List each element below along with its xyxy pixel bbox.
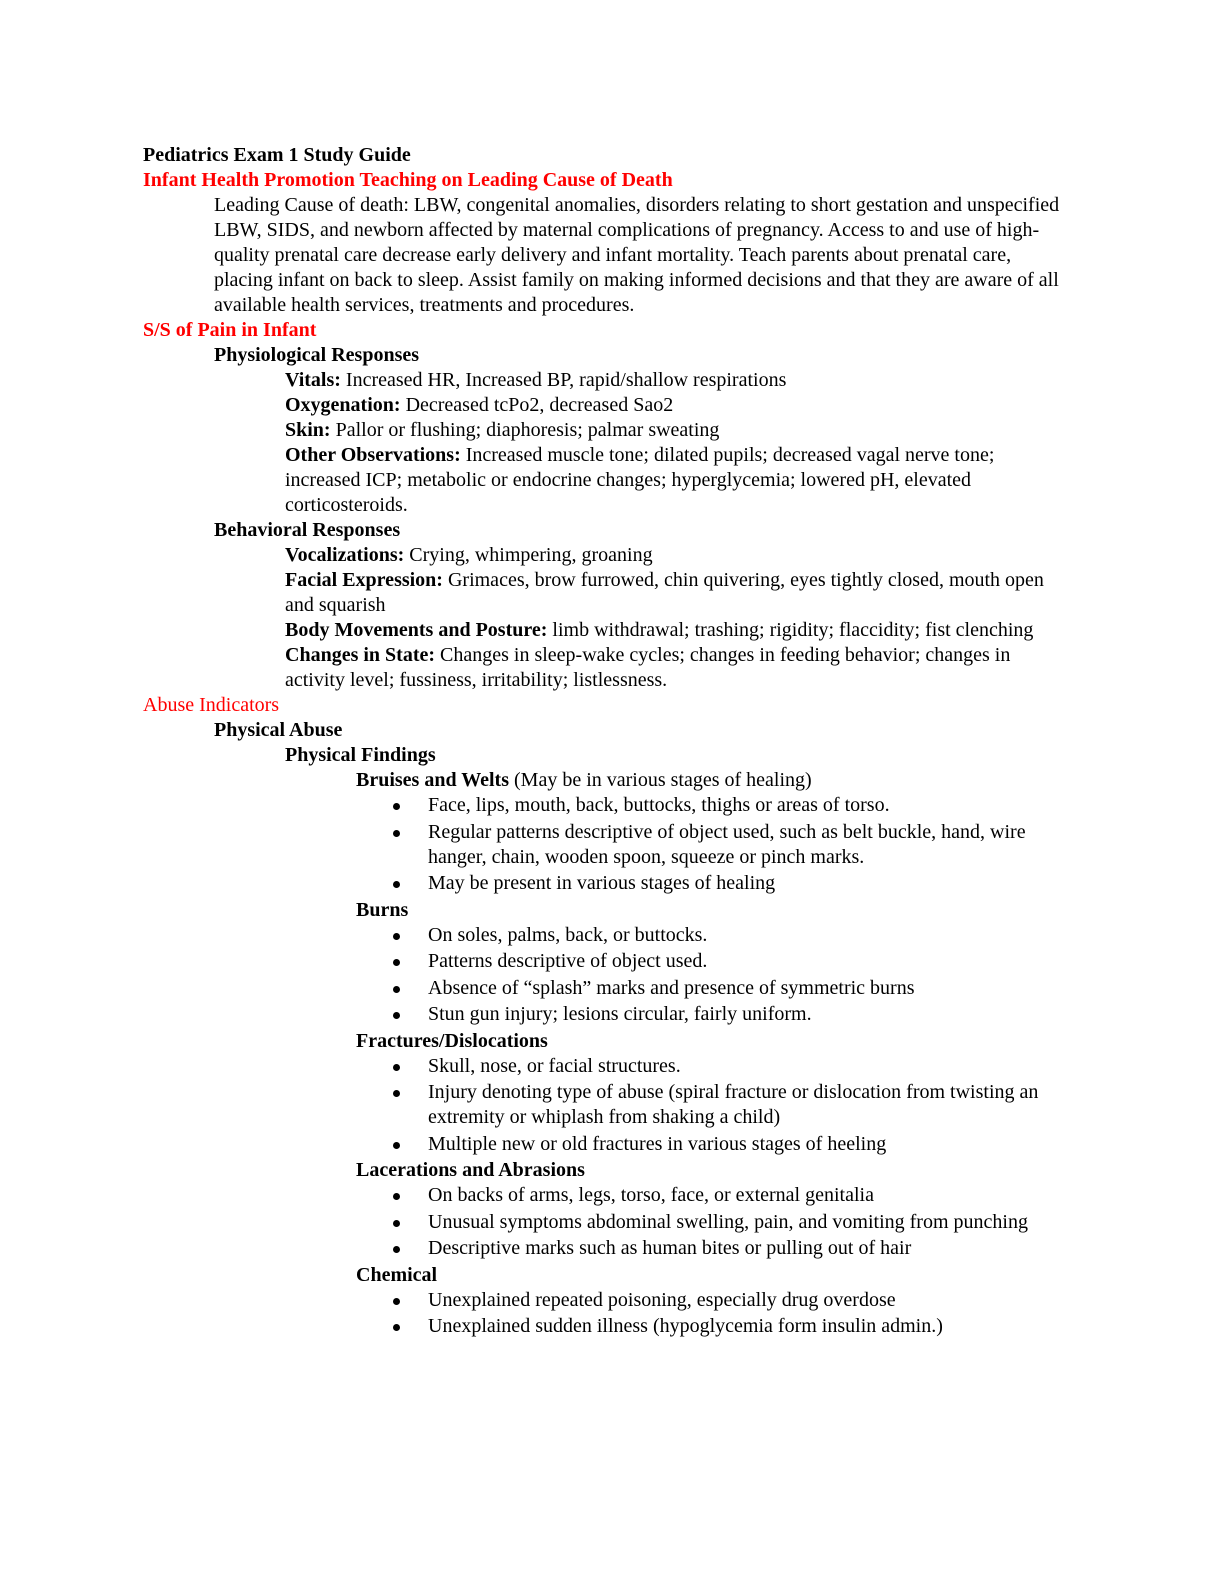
physiological-item bbox=[143, 393, 1070, 418]
item-label: Facial Expression: bbox=[285, 569, 443, 591]
chemical-list bbox=[143, 1288, 1073, 1340]
bullet-icon bbox=[393, 1298, 400, 1305]
list-item bbox=[143, 1314, 1068, 1339]
list-item bbox=[143, 1210, 1068, 1235]
section-heading-pain: S/S of Pain in Infant bbox=[143, 319, 317, 341]
list-item-text: Regular patterns descriptive of object used, such as belt buckle, hand, wire hanger, chain, wooden spoon, squeeze or pinch marks. bbox=[428, 820, 1026, 868]
behavioral-item bbox=[143, 618, 1070, 643]
list-item-text: Descriptive marks such as human bites or pulling out of hair bbox=[428, 1237, 912, 1259]
behavioral-heading: Behavioral Responses bbox=[214, 519, 401, 541]
list-item-text: Unexplained sudden illness (hypoglycemia form insulin admin.) bbox=[428, 1315, 943, 1337]
list-item-text: Unusual symptoms abdominal swelling, pain, and vomiting from punching bbox=[428, 1210, 1028, 1233]
item-text: Crying, whimpering, groaning bbox=[404, 544, 653, 566]
list-item bbox=[143, 1288, 1068, 1313]
list-item-text: Unexplained repeated poisoning, especially drug overdose bbox=[428, 1288, 896, 1311]
list-item-text: Injury denoting type of abuse (spiral fracture or dislocation from twisting an extremity or whiplash from shaking a child) bbox=[428, 1081, 1039, 1128]
list-item bbox=[143, 1183, 1068, 1208]
physiological-item bbox=[143, 443, 1070, 518]
list-item bbox=[143, 949, 1068, 974]
item-text: Increased HR, Increased BP, rapid/shallow respirations bbox=[340, 369, 787, 391]
item-text: Changes in sleep-wake cycles; changes in feeding behavior; changes in activity level; fussiness, irritability; listlessness. bbox=[285, 644, 1011, 691]
behavioral-item bbox=[143, 568, 1070, 618]
behavioral-item bbox=[143, 543, 1070, 568]
item-label: Other Observations: bbox=[285, 444, 461, 466]
item-text: Grimaces, brow furrowed, chin quivering, eyes tightly closed, mouth open and squarish bbox=[285, 569, 1044, 616]
behavioral-item bbox=[143, 643, 1070, 693]
list-item-text: Multiple new or old fractures in various stages of heeling bbox=[428, 1132, 887, 1155]
lacerations-list bbox=[143, 1183, 1073, 1261]
bullet-icon bbox=[393, 1324, 400, 1331]
bruises-note: (May be in various stages of healing) bbox=[509, 769, 812, 791]
bullet-icon bbox=[393, 933, 400, 940]
list-item bbox=[143, 1132, 1068, 1157]
lacerations-heading: Lacerations and Abrasions bbox=[356, 1159, 585, 1181]
bruises-label: Bruises and Welts bbox=[356, 769, 509, 791]
bullet-icon bbox=[393, 986, 400, 993]
item-label: Oxygenation: bbox=[285, 394, 401, 416]
bullet-icon bbox=[393, 830, 400, 837]
item-label: Vitals: bbox=[285, 369, 341, 391]
item-text: limb withdrawal; trashing; rigidity; flaccidity; fist clenching bbox=[547, 619, 1034, 641]
physiological-heading: Physiological Responses bbox=[214, 344, 420, 366]
section-heading-infant-health: Infant Health Promotion Teaching on Leading Cause of Death bbox=[143, 169, 673, 191]
list-item-text: On backs of arms, legs, torso, face, or external genitalia bbox=[428, 1184, 874, 1206]
list-item bbox=[143, 793, 1068, 818]
list-item-text: On soles, palms, back, or buttocks. bbox=[428, 923, 708, 946]
bruises-heading bbox=[143, 768, 1073, 793]
bruises-list bbox=[143, 793, 1073, 896]
burns-list bbox=[143, 923, 1073, 1028]
fractures-heading: Fractures/Dislocations bbox=[356, 1029, 548, 1052]
list-item-text: Skull, nose, or facial structures. bbox=[428, 1054, 681, 1077]
list-item bbox=[143, 1236, 1068, 1261]
list-item bbox=[143, 976, 1068, 1001]
bullet-icon bbox=[393, 881, 400, 888]
document-content bbox=[143, 143, 1073, 1341]
document-title: Pediatrics Exam 1 Study Guide bbox=[143, 144, 411, 166]
item-label: Vocalizations: bbox=[285, 544, 405, 566]
list-item bbox=[143, 1054, 1068, 1079]
item-text: Pallor or flushing; diaphoresis; palmar sweating bbox=[330, 419, 720, 441]
item-label: Skin: bbox=[285, 419, 331, 441]
list-item bbox=[143, 871, 1068, 896]
bullet-icon bbox=[393, 959, 400, 966]
bullet-icon bbox=[393, 1142, 400, 1149]
physical-abuse-heading: Physical Abuse bbox=[214, 719, 343, 741]
list-item-text: Patterns descriptive of object used. bbox=[428, 950, 708, 972]
list-item-text: Stun gun injury; lesions circular, fairly uniform. bbox=[428, 1003, 812, 1025]
bullet-icon bbox=[393, 1090, 400, 1097]
list-item bbox=[143, 820, 1068, 870]
leading-cause-paragraph: Leading Cause of death: LBW, congenital anomalies, disorders relating to short gestation and unspecified LBW, SIDS, and newborn affected by maternal complications of pregnancy. Access to and use of high-quality prenatal care decrease early delivery and infant mortality. Teach parents about prenatal care, placing infant on back to sleep. Assist family on making informed decisions and that they are aware of all available health services, treatments and procedures. bbox=[214, 194, 1060, 316]
item-label: Changes in State: bbox=[285, 644, 436, 666]
bullet-icon bbox=[393, 1220, 400, 1227]
physiological-item bbox=[143, 368, 1070, 393]
list-item-text: Face, lips, mouth, back, buttocks, thighs or areas of torso. bbox=[428, 794, 890, 816]
physical-findings-heading: Physical Findings bbox=[285, 744, 436, 766]
list-item bbox=[143, 1002, 1068, 1027]
fractures-list bbox=[143, 1054, 1073, 1157]
list-item bbox=[143, 923, 1068, 948]
list-item-text: Absence of “splash” marks and presence of symmetric burns bbox=[428, 976, 915, 999]
item-text: Increased muscle tone; dilated pupils; decreased vagal nerve tone; increased ICP; metabolic or endocrine changes; hyperglycemia; lowered pH, elevated corticosteroids. bbox=[285, 444, 995, 516]
item-text: Decreased tcPo2, decreased Sao2 bbox=[400, 394, 674, 416]
bullet-icon bbox=[393, 803, 400, 810]
section-heading-abuse: Abuse Indicators bbox=[143, 694, 280, 716]
bullet-icon bbox=[393, 1064, 400, 1071]
list-item-text: May be present in various stages of healing bbox=[428, 872, 776, 894]
chemical-heading: Chemical bbox=[356, 1263, 438, 1286]
list-item bbox=[143, 1080, 1068, 1130]
item-label: Body Movements and Posture: bbox=[285, 619, 548, 641]
bullet-icon bbox=[393, 1193, 400, 1200]
burns-heading: Burns bbox=[356, 898, 409, 921]
bullet-icon bbox=[393, 1246, 400, 1253]
bullet-icon bbox=[393, 1012, 400, 1019]
physiological-item bbox=[143, 418, 1070, 443]
